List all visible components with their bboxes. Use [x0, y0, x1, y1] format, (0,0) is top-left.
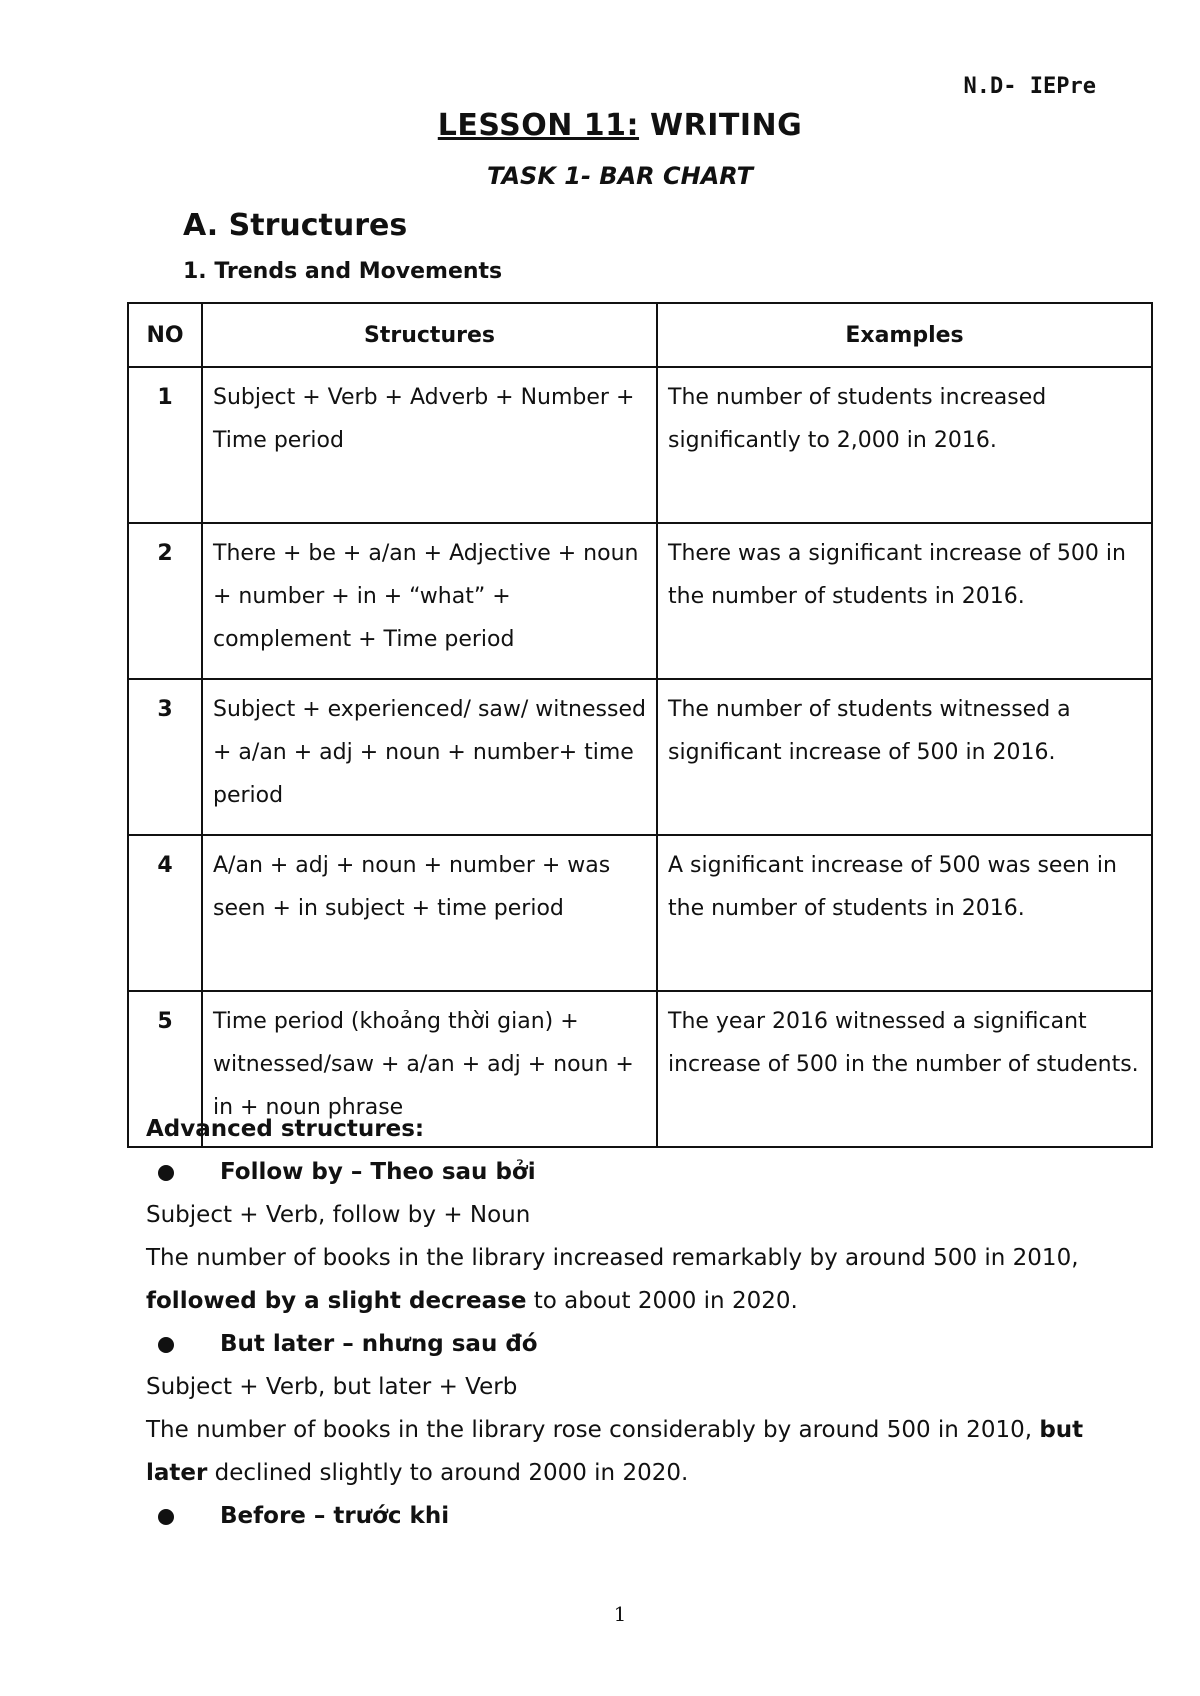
page-title	[0, 108, 1200, 143]
row-number: 4	[128, 835, 202, 991]
row-number: 3	[128, 679, 202, 835]
section-heading-a: A. Structures	[183, 208, 408, 243]
example-paragraph	[146, 1237, 1146, 1323]
bullet-item	[146, 1323, 1146, 1366]
header-structures: Structures	[202, 303, 657, 367]
row-structure: There + be + a/an + Adjective + noun + number + in + “what” + complement + Time period	[202, 523, 657, 679]
table-row	[128, 835, 1152, 991]
example-text-end: declined slightly to around 2000 in 2020.	[207, 1460, 689, 1486]
advanced-heading: Advanced structures:	[146, 1116, 425, 1142]
formula-line: Subject + Verb, but later + Verb	[146, 1374, 518, 1400]
example-paragraph	[146, 1409, 1146, 1495]
bullet-dot-icon	[158, 1509, 174, 1525]
row-structure: Subject + experienced/ saw/ witnessed + a/an + adj + noun + number+ time period	[202, 679, 657, 835]
example-text: The number of books in the library rose considerably by around 500 in 2010,	[146, 1417, 1040, 1443]
row-example: The year 2016 witnessed a significant increase of 500 in the number of students.	[657, 991, 1152, 1147]
example-highlight: followed by a slight decrease	[146, 1288, 527, 1314]
row-example: A significant increase of 500 was seen in the number of students in 2016.	[657, 835, 1152, 991]
subsection-heading-1: 1. Trends and Movements	[183, 259, 503, 284]
bullet-dot-icon	[158, 1337, 174, 1353]
table-row	[128, 679, 1152, 835]
formula-line: Subject + Verb, follow by + Noun	[146, 1202, 531, 1228]
lesson-number: LESSON 11:	[437, 108, 640, 143]
bullet-label: Follow by – Theo sau bởi	[220, 1159, 536, 1185]
row-structure: A/an + adj + noun + number + was seen + in subject + time period	[202, 835, 657, 991]
row-example: There was a significant increase of 500 in the number of students in 2016.	[657, 523, 1152, 679]
table-row	[128, 367, 1152, 523]
bullet-item	[146, 1495, 1146, 1538]
row-number: 1	[128, 367, 202, 523]
example-text: The number of books in the library increased remarkably by around 500 in 2010,	[146, 1245, 1079, 1271]
row-example: The number of students witnessed a significant increase of 500 in 2016.	[657, 679, 1152, 835]
page-number: 1	[613, 1602, 627, 1626]
advanced-structures	[146, 1108, 1146, 1538]
structures-table	[127, 302, 1153, 1148]
header-no: NO	[128, 303, 202, 367]
row-number: 2	[128, 523, 202, 679]
author-tag: N.D- IEPre	[963, 74, 1096, 99]
page-subtitle: TASK 1- BAR CHART	[486, 162, 754, 190]
table-row	[128, 523, 1152, 679]
bullet-item	[146, 1151, 1146, 1194]
header-examples: Examples	[657, 303, 1152, 367]
example-highlight: but later	[146, 1417, 1084, 1486]
bullet-label: But later – nhưng sau đó	[220, 1331, 538, 1357]
row-structure: Time period (khoảng thời gian) + witnessed/saw + a/an + adj + noun + in + noun phrase	[202, 991, 657, 1147]
bullet-dot-icon	[158, 1165, 174, 1181]
example-text-end: to about 2000 in 2020.	[526, 1288, 798, 1314]
table-header-row	[128, 303, 1152, 367]
row-structure: Subject + Verb + Adverb + Number + Time period	[202, 367, 657, 523]
row-example: The number of students increased significantly to 2,000 in 2016.	[657, 367, 1152, 523]
lesson-topic: WRITING	[650, 108, 803, 143]
row-number: 5	[128, 991, 202, 1147]
bullet-label: Before – trước khi	[220, 1503, 450, 1529]
